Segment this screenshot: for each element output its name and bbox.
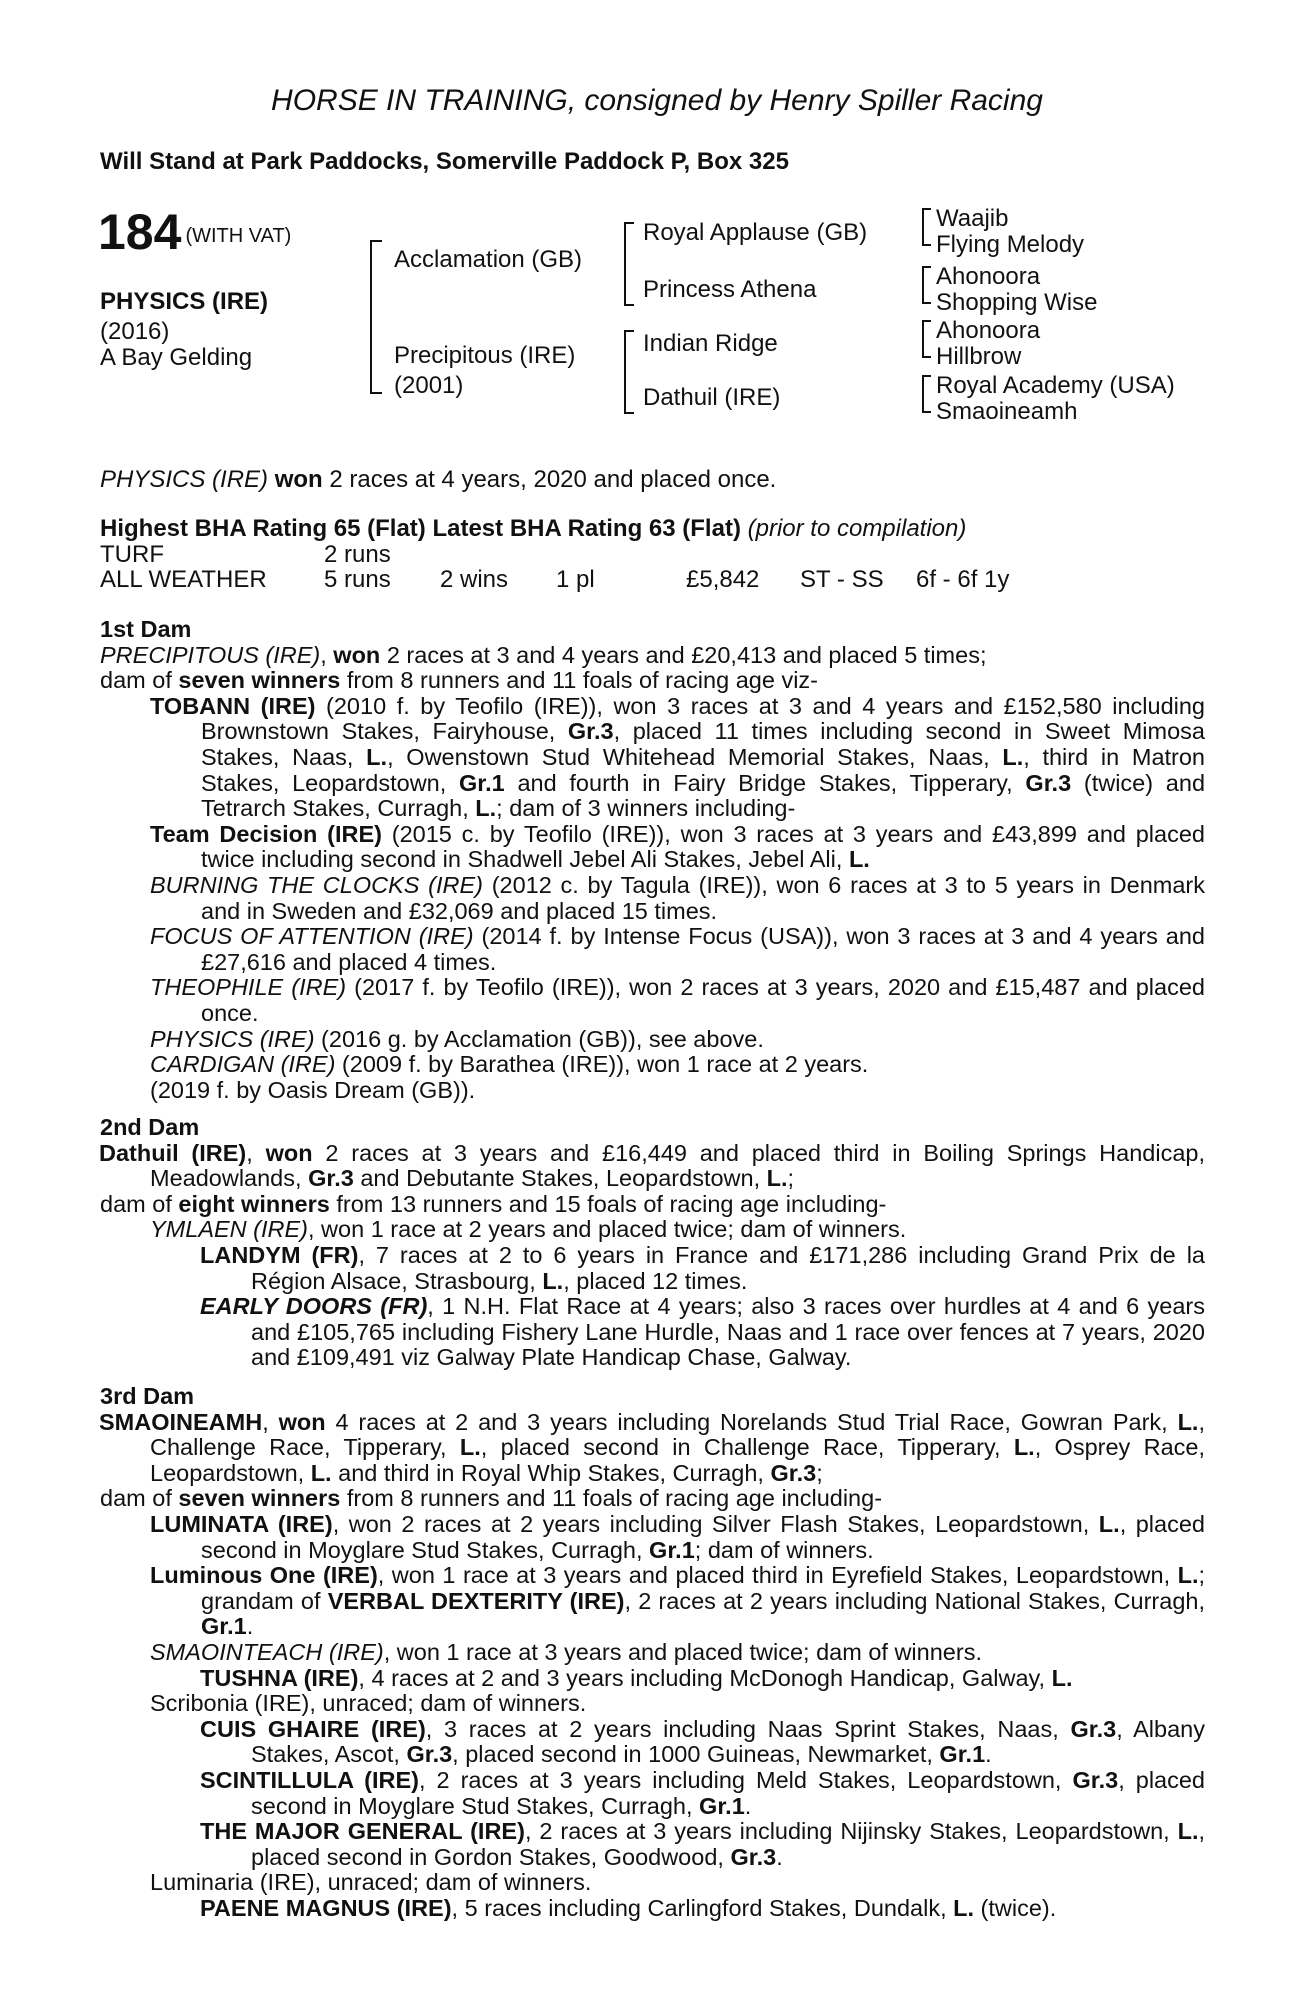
first-dam-record: PRECIPITOUS (IRE), won 2 races at 3 and 4 years and £20,413 and placed 5 times; bbox=[100, 641, 987, 668]
turf-runs: 2 runs bbox=[324, 541, 391, 568]
third-dam-section bbox=[100, 1384, 1205, 1921]
produce-tobann: TOBANN (IRE) (2010 f. by Teofilo (IRE)), won 3 races at 3 and 4 years and £152,580 including Brownstown Stakes, Fairyhouse, Gr.3, placed 11 times including second in Sweet Mimosa Stakes, Naas, L., Owenstown Stud Whitehead Memorial Stakes, Naas, L., third in Matron Stakes, Leopardstown, Gr.1 and fourth in Fairy Bridge Stakes, Tipperary, Gr.3 (twice) and Tetrarch Stakes, Curragh, L.; dam of 3 winners including- bbox=[150, 692, 1206, 822]
brace-sire-parents bbox=[624, 222, 634, 306]
aw-label: ALL WEATHER bbox=[100, 566, 267, 593]
aw-runs: 5 runs bbox=[324, 566, 391, 593]
brace-dam-parents bbox=[624, 330, 634, 414]
produce-smaointeach: SMAOINTEACH (IRE), won 1 race at 3 years and placed twice; dam of winners. bbox=[150, 1638, 982, 1665]
produce-team-decision: Team Decision (IRE) (2015 c. by Teofilo (IRE)), won 3 races at 3 years and £43,899 and placed twice including second in Shadwell Jebel Ali Stakes, Jebel Ali, L. bbox=[150, 820, 1205, 873]
produce-cuis-ghaire: CUIS GHAIRE (IRE), 3 races at 2 years including Naas Sprint Stakes, Naas, Gr.3, Albany Stakes, Ascot, Gr.3, placed second in 1000 Guineas, Newmarket, Gr.1. bbox=[200, 1715, 1205, 1768]
produce-burning-the-clocks: BURNING THE CLOCKS (IRE) (2012 c. by Tagula (IRE)), won 6 races at 3 to 5 years in Denmark and in Sweden and £32,069 and placed 15 times. bbox=[150, 871, 1205, 924]
page-header: HORSE IN TRAINING, consigned by Henry Spiller Racing bbox=[271, 84, 1043, 117]
brace-g2 bbox=[922, 266, 931, 304]
produce-luminous-one: Luminous One (IRE), won 1 race at 3 years and placed third in Eyrefield Stakes, Leopardstown, L.; grandam of VERBAL DEXTERITY (IRE), 2 races at 2 years including National Stakes, Curragh, Gr.1. bbox=[150, 1562, 1206, 1640]
second-dam-section bbox=[100, 1115, 1205, 1371]
second-dam-produce-summary: dam of eight winners from 13 runners and 15 foals of racing age including- bbox=[100, 1190, 887, 1217]
second-dam-heading: 2nd Dam bbox=[100, 1114, 200, 1140]
turf-label: TURF bbox=[100, 541, 164, 568]
horse-name: PHYSICS (IRE) bbox=[100, 288, 269, 315]
ggp-waajib: Waajib bbox=[936, 205, 1009, 232]
produce-paene-magnus: PAENE MAGNUS (IRE), 5 races including Carlingford Stakes, Dundalk, L. (twice). bbox=[200, 1894, 1057, 1921]
ggp-ahonoora-2: Ahonoora bbox=[936, 317, 1041, 344]
produce-scintillula: SCINTILLULA (IRE), 2 races at 3 years including Meld Stakes, Leopardstown, Gr.3, placed second in Moyglare Stud Stakes, Curragh, Gr.1. bbox=[200, 1766, 1206, 1819]
third-dam-produce-summary: dam of seven winners from 8 runners and 11 foals of racing age including- bbox=[100, 1485, 883, 1512]
aw-prize-money: £5,842 bbox=[686, 566, 760, 593]
vat-note: (WITH VAT) bbox=[185, 224, 292, 247]
dam-dam: Dathuil (IRE) bbox=[643, 384, 781, 411]
bha-rating: Highest BHA Rating 65 (Flat) Latest BHA Rating 63 (Flat) (prior to compilation) bbox=[100, 515, 967, 542]
produce-ymlaen: YMLAEN (IRE), won 1 race at 2 years and placed twice; dam of winners. bbox=[150, 1216, 907, 1243]
ggp-smaoineamh: Smaoineamh bbox=[936, 398, 1078, 425]
race-summary: PHYSICS (IRE) won 2 races at 4 years, 2020 and placed once. bbox=[100, 466, 777, 493]
ggp-shopping-wise: Shopping Wise bbox=[936, 289, 1098, 316]
produce-luminaria: Luminaria (IRE), unraced; dam of winners. bbox=[150, 1869, 592, 1896]
aw-placed: 1 pl bbox=[556, 566, 595, 593]
ggp-flying-melody: Flying Melody bbox=[936, 231, 1085, 258]
ggp-royal-academy: Royal Academy (USA) bbox=[936, 372, 1175, 399]
produce-the-major-general: THE MAJOR GENERAL (IRE), 2 races at 3 years including Nijinsky Stakes, Leopardstown, L., placed second in Gordon Stakes, Goodwood, Gr.3. bbox=[200, 1818, 1206, 1870]
third-dam-heading: 3rd Dam bbox=[100, 1383, 195, 1409]
produce-2019-filly: (2019 f. by Oasis Dream (GB)). bbox=[150, 1076, 476, 1103]
dam-year: (2001) bbox=[394, 372, 464, 399]
brace-g1 bbox=[922, 208, 931, 246]
first-dam-heading: 1st Dam bbox=[100, 616, 192, 642]
produce-physics: PHYSICS (IRE) (2016 g. by Acclamation (GB)), see above. bbox=[150, 1025, 764, 1052]
produce-cardigan: CARDIGAN (IRE) (2009 f. by Barathea (IRE)), won 1 race at 2 years. bbox=[150, 1051, 869, 1078]
second-dam-record: Dathuil (IRE), won 2 races at 3 years and £16,449 and placed third in Boiling Springs Handicap, Meadowlands, Gr.3 and Debutante Stakes, Leopardstown, L.; bbox=[99, 1139, 1205, 1192]
produce-scribonia: Scribonia (IRE), unraced; dam of winners. bbox=[150, 1690, 587, 1717]
aw-courses: ST - SS bbox=[800, 566, 884, 593]
third-dam-record: SMAOINEAMH, won 4 races at 2 and 3 years including Norelands Stud Trial Race, Gowran Park, L., Challenge Race, Tipperary, L., placed second in Challenge Race, Tipperary, L., Osprey Race, Leopardstown, L. and third in Royal Whip Stakes, Curragh, Gr.3; bbox=[99, 1408, 1205, 1486]
dam: Precipitous (IRE) bbox=[394, 342, 576, 369]
dam-sire: Indian Ridge bbox=[643, 330, 778, 357]
ggp-ahonoora-1: Ahonoora bbox=[936, 263, 1041, 290]
aw-wins: 2 wins bbox=[440, 566, 509, 593]
sire-sire: Royal Applause (GB) bbox=[643, 219, 868, 246]
produce-tushna: TUSHNA (IRE), 4 races at 2 and 3 years including McDonogh Handicap, Galway, L. bbox=[200, 1664, 1073, 1691]
produce-landym: LANDYM (FR), 7 races at 2 to 6 years in France and £171,286 including Grand Prix de la Région Alsace, Strasbourg, L., placed 12 times. bbox=[200, 1241, 1205, 1294]
produce-theophile: THEOPHILE (IRE) (2017 f. by Teofilo (IRE)), won 2 races at 3 years, 2020 and £15,487 and placed once. bbox=[150, 974, 1205, 1026]
foaling-year: (2016) bbox=[100, 318, 170, 345]
sire: Acclamation (GB) bbox=[394, 246, 583, 273]
first-dam-section bbox=[100, 617, 1205, 1103]
produce-luminata: LUMINATA (IRE), won 2 races at 2 years including Silver Flash Stakes, Leopardstown, L., placed second in Moyglare Stud Stakes, Curragh, Gr.1; dam of winners. bbox=[150, 1510, 1205, 1563]
sire-dam: Princess Athena bbox=[643, 276, 817, 303]
brace-g3 bbox=[922, 320, 931, 358]
produce-early-doors: EARLY DOORS (FR), 1 N.H. Flat Race at 4 years; also 3 races over hurdles at 4 and 6 years and £105,765 including Fishery Lane Hurdle, Naas and 1 race over fences at 7 years, 2020 and £109,491 viz Galway Plate Handicap Chase, Galway. bbox=[200, 1293, 1206, 1371]
horse-description: A Bay Gelding bbox=[100, 344, 253, 371]
ggp-hillbrow: Hillbrow bbox=[936, 343, 1022, 370]
brace-sire-dam bbox=[370, 240, 382, 394]
first-dam-produce-summary: dam of seven winners from 8 runners and 11 foals of racing age viz- bbox=[100, 667, 818, 694]
aw-distance: 6f - 6f 1y bbox=[916, 566, 1010, 593]
produce-focus-of-attention: FOCUS OF ATTENTION (IRE) (2014 f. by Intense Focus (USA)), won 3 races at 3 and 4 years and £27,616 and placed 4 times. bbox=[150, 923, 1206, 975]
brace-g4 bbox=[922, 375, 931, 413]
stand-location: Will Stand at Park Paddocks, Somerville Paddock P, Box 325 bbox=[100, 148, 789, 175]
lot-number: 184 (WITH VAT) bbox=[98, 204, 292, 260]
